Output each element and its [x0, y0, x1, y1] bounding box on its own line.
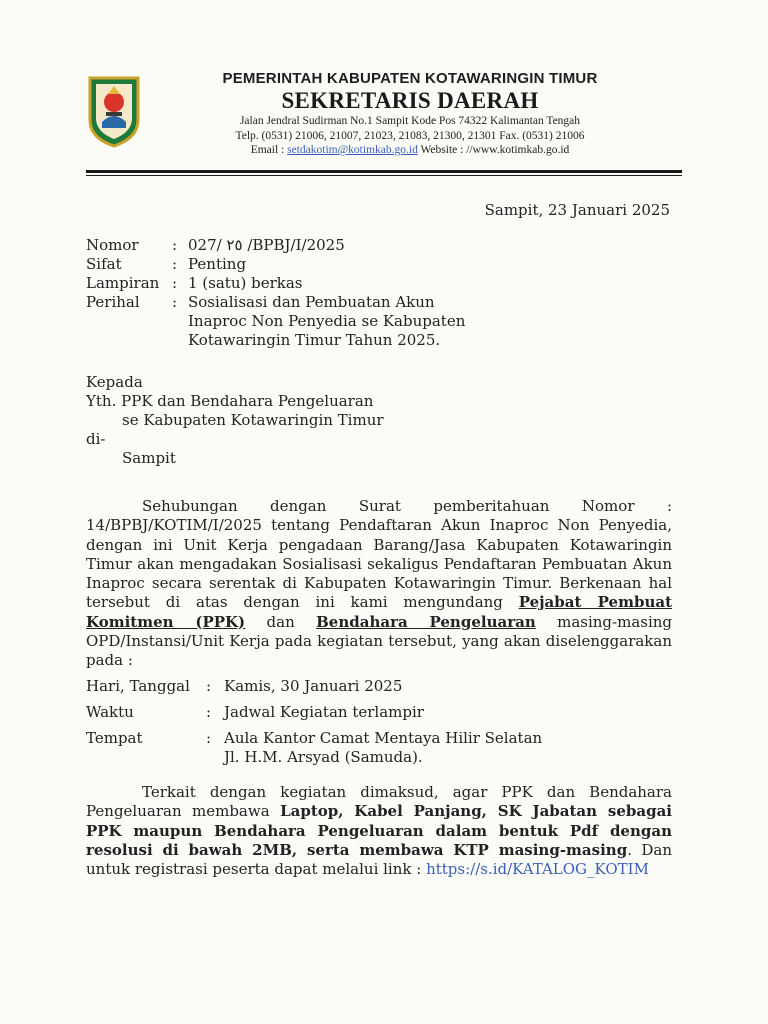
meta-lampiran: Lampiran : 1 (satu) berkas: [86, 274, 303, 292]
meta-nomor: Nomor : 027/ ٢٥ /BPBJ/I/2025: [86, 236, 488, 255]
letterhead-rule-thin: [86, 175, 682, 176]
email-label: Email :: [250, 144, 285, 156]
government-name: PEMERINTAH KABUPATEN KOTAWARINGIN TIMUR: [222, 70, 598, 87]
meta-sifat: Sifat : Penting: [86, 255, 247, 273]
recipient-line-1: Yth. PPK dan Bendahara Pengeluaran: [86, 392, 374, 410]
recipient-place: Sampit: [122, 449, 176, 467]
letter-date: Sampit, 23 Januari 2025: [484, 201, 670, 219]
body-paragraph-2: Terkait dengan kegiatan dimaksud, agar PPK dan Bendahara Pengeluaran membawa Laptop, Kabel Panjang, SK Jabatan sebagai PPK maupun Bendahara Pengeluaran dalam bentuk Pdf dengan resolusi di bawah 2MB, serta membawa KTP masing-masing. Dan untuk registrasi peserta dapat melalui link : https://s.id/KATALOG_KOTIM: [86, 783, 672, 879]
phone-line: Telp. (0531) 21006, 21007, 21023, 21083, 21300, 21301 Fax. (0531) 21006: [235, 129, 585, 142]
registration-link[interactable]: https://s.id/KATALOG_KOTIM: [426, 860, 649, 879]
meta-perihal: Perihal : Sosialisasi dan Pembuatan Akun Inaproc Non Penyedia se Kabupaten Kotawaringin Timur Tahun 2025.: [86, 293, 488, 350]
bendahara-emphasis: Bendahara Pengeluaran: [316, 612, 536, 631]
recipient-block: Kepada Yth. PPK dan Bendahara Pengeluaran se Kabupaten Kotawaringin Timur di- Sampit: [86, 373, 384, 467]
subject-line-3: Kotawaringin Timur Tahun 2025.: [188, 331, 441, 349]
kotim-emblem-logo: [86, 72, 142, 148]
letter-number: 027/ ٢٥ /BPBJ/I/2025: [188, 236, 345, 254]
website-text: Website : //www.kotimkab.go.id: [420, 144, 570, 156]
schedule-place-row: Tempat : Aula Kantor Camat Mentaya Hilir Selatan Jl. H.M. Arsyad (Samuda).: [86, 729, 543, 766]
subject-line-2: Inaproc Non Penyedia se Kabupaten: [188, 312, 466, 330]
letterhead: [150, 70, 670, 158]
letter-meta: [86, 236, 488, 350]
ppk-emphasis: Pejabat Pembuat Komitmen (PPK): [86, 593, 672, 631]
body-paragraph-1: Sehubungan dengan Surat pemberitahuan Nomor : 14/BPBJ/KOTIM/I/2025 tentang Pendaftaran Akun Inaproc Non Penyedia, dengan ini Unit Kerja pengadaan Barang/Jasa Kabupaten Kotawaringin Timur akan mengadakan Sosialisasi sekaligus Pendaftaran Pembuatan Akun Inaproc secara serentak di Kabupaten Kotawaringin Timur. Berkenaan hal tersebut di atas dengan ini kami mengundang Pejabat Pembuat Komitmen (PPK) dan Bendahara Pengeluaran masing-masing OPD/Instansi/Unit Kerja pada kegiatan tersebut, yang akan diselenggarakan pada :: [86, 497, 673, 670]
address-line: Jalan Jendral Sudirman No.1 Sampit Kode Pos 74322 Kalimantan Tengah: [239, 115, 581, 127]
recipient-line-2: se Kabupaten Kotawaringin Timur: [122, 411, 384, 429]
schedule-time-row: Waktu : Jadwal Kegiatan terlampir: [86, 703, 424, 721]
schedule-block: [86, 677, 604, 774]
contact-line: [150, 143, 670, 158]
letterhead-rule-thick: [86, 170, 682, 173]
email-link[interactable]: setdakotim@kotimkab.go.id: [287, 144, 418, 156]
subject-line-1: Sosialisasi dan Pembuatan Akun: [188, 293, 435, 311]
schedule-date-row: Hari, Tanggal : Kamis, 30 Januari 2025: [86, 677, 403, 695]
department-name: SEKRETARIS DAERAH: [281, 88, 539, 113]
requirements-emphasis: Laptop, Kabel Panjang, SK Jabatan sebagai PPK maupun Bendahara Pengeluaran dalam bentuk Pdf dengan resolusi di bawah 2MB, serta membawa KTP masing-masing: [86, 802, 672, 859]
